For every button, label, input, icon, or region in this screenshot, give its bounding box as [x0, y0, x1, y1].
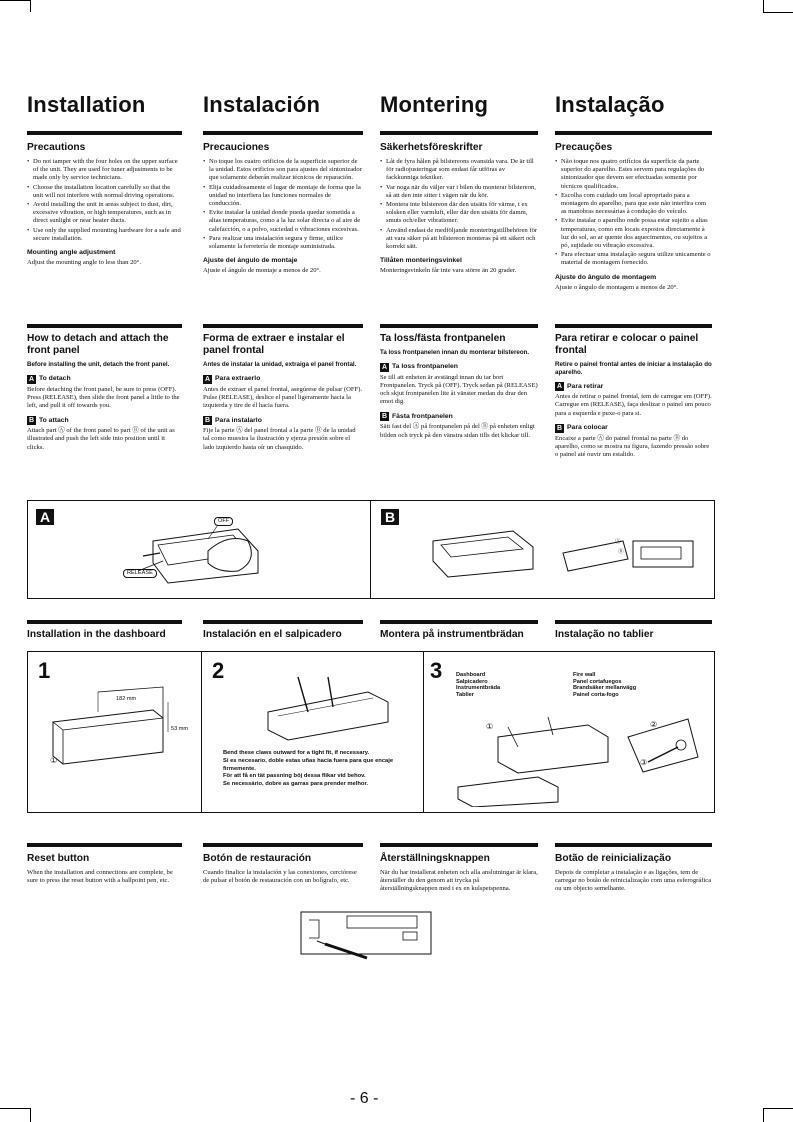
- section-rule: [380, 324, 538, 328]
- list-item: • Avoid installing the unit in areas subject to dust, dirt, excessive vibration, or high temperatures, such as in direct sunlight or near heater ducts.: [33, 201, 182, 226]
- crop-mark: [0, 1108, 30, 1109]
- release-button-label: RELEASE: [123, 569, 157, 578]
- label-line: Dashboard: [456, 672, 486, 678]
- step-divider: [423, 652, 424, 812]
- detach-illustration: [108, 511, 288, 593]
- section-title: Precauções: [555, 142, 613, 153]
- label-line: Tablier: [456, 691, 474, 698]
- step-badge-b: B: [28, 417, 35, 425]
- dashboard-labels: [456, 672, 500, 698]
- list-item: • Använd endast de medföljande monteringstillbehören för att vara säker på att bilstereon monteras på ett säkert och korrekt sätt.: [386, 227, 538, 252]
- dimension-width: 182 mm: [116, 696, 137, 702]
- crop-mark: [763, 1108, 793, 1109]
- crop-mark: [30, 1108, 31, 1122]
- step-badge-b: B: [556, 424, 563, 432]
- paragraph: Fije la parte Ⓐ del panel frontal a la parte Ⓑ de la unidad tal como muestra la ilustración y ejerza presión sobre el lado izquierdo hasta oír un chasquido.: [203, 427, 356, 451]
- figure-badge-a: A: [36, 509, 54, 525]
- section-title: Reset button: [27, 853, 90, 864]
- paragraph: Encaixe a parte Ⓐ do painel frontal na parte Ⓑ do aparelho, como se mostra na figura, fazendo pressão sobre o painel até ouvir um estalido.: [555, 434, 710, 459]
- section-title: Botão de reinicialização: [555, 853, 672, 864]
- step-title: To detach: [39, 374, 71, 382]
- paragraph: When the installation and connections are complete, be sure to press the reset button with a ballpoint pen, etc.: [27, 869, 173, 885]
- reset-swedish: [380, 853, 538, 894]
- subheading: Mounting angle adjustment: [27, 249, 116, 257]
- crop-mark: [763, 12, 793, 13]
- section-title: Botón de restauración: [203, 853, 312, 864]
- step-a-heading: [555, 382, 712, 391]
- attach-illustration: [423, 511, 703, 589]
- installation-steps-figure: [27, 651, 715, 813]
- part-1-marker: ①: [486, 722, 494, 731]
- part-3-marker: ③: [640, 758, 648, 767]
- step-number-1: 1: [38, 658, 51, 683]
- label-line: Brandsäker mellanvägg: [573, 685, 637, 692]
- section-title: Precautions: [27, 142, 86, 153]
- step-b-heading: [27, 416, 182, 425]
- section-rule: [203, 843, 363, 847]
- front-panel-swedish: [380, 333, 538, 440]
- list-item: • Elija cuidadosamente el lugar de montaje de forma que la unidad no interfiera las funciones normales de conducción.: [209, 184, 363, 209]
- dimension-height: 53 mm: [171, 726, 189, 732]
- step-badge-a: A: [28, 375, 35, 383]
- caption-line: För att få en tät passning böj dessa flikar vid behov.: [223, 773, 366, 780]
- paragraph: Antes de extraer el panel frontal, asegúrese de pulsar (OFF). Pulse (RELEASE), deslice el panel ligeramente hacia la izquierda y tire de él hacia fuera.: [203, 385, 363, 409]
- section-rule: [27, 620, 182, 624]
- paragraph: Ajuste o ângulo de montagem a menos de 20°.: [555, 283, 678, 291]
- caption-line: Se necessário, dobre as garras para prender melhor.: [223, 781, 368, 788]
- section-title: Ta loss/fästa frontpanelen: [380, 333, 506, 344]
- list-item: • Var noga när du väljer var i bilen du monterar bilstereon, så att den inte sitter i vägen när du kör.: [386, 184, 538, 200]
- list-item: • Para realizar una instalación segura y firme, utilice solamente la ferretería de montaje suministrada.: [209, 235, 363, 251]
- step-title: Para instalarlo: [215, 416, 262, 424]
- section-rule: [27, 324, 182, 328]
- front-panel-spanish: [203, 333, 363, 452]
- list-item: • Montera inte bilstereon där den utsätts för värme, t ex solsken eller varmluft, eller där den utsätts för damm, smuts och/eller vibrationer.: [386, 201, 538, 226]
- section-rule: [380, 843, 538, 847]
- section-title: Para retirar e colocar o painel frontal: [555, 333, 699, 356]
- section-rule: [380, 620, 538, 624]
- paragraph: Monteringsvinkeln får inte vara större än 20 grader.: [380, 267, 517, 275]
- step-title: Fästa frontpanelen: [392, 412, 453, 420]
- section-rule: [555, 843, 712, 847]
- paragraph: Ajuste el ángulo de montaje a menos de 20°.: [203, 267, 321, 275]
- list-item: • Do not tamper with the four holes on the upper surface of the unit. They are used for tuner adjustments to be made only by service technicians.: [33, 158, 182, 183]
- step-divider: [201, 652, 202, 812]
- label-line: Salpicadero: [456, 678, 488, 685]
- section-title: Säkerhetsföreskrifter: [380, 142, 483, 153]
- reset-button-illustration: [297, 908, 437, 960]
- list-item: • Não toque nos quatro orifícios da superfície da parte superior do aparelho. Estes servem para regulações do sintonizador que devem ser efectuadas somente por técnicos qualificados.: [561, 158, 712, 191]
- crop-mark: [30, 0, 31, 12]
- list-item: • Låt de fyra hålen på bilstereons ovansida vara. De är till för radiojusteringar som endast får utföras av fackkunniga tekniker.: [386, 158, 538, 183]
- caption-line: Si es necesario, doble estas uñas hacia fuera para que encaje firmemente.: [223, 757, 394, 772]
- paragraph: Cuando finalice la instalación y las conexiones, cerciórese de pulsar el botón de restauración con un bolígrafo, etc.: [203, 869, 357, 885]
- step-title: Ta loss frontpanelen: [392, 362, 458, 370]
- list-item: • No toque los cuatro orificios de la superficie superior de la unidad. Estos orificios son para ajustes del sintonizador que solamente deberán realizar técnicos de reparación.: [209, 158, 363, 183]
- section-rule: [555, 324, 712, 328]
- crop-mark: [0, 0, 30, 1]
- precautions-portuguese: [555, 142, 712, 292]
- step-badge-b: B: [381, 413, 388, 421]
- paragraph: Se till att enheten är avstängd innan du tar bort Frontpanelen. Tryck på (OFF). Tryck sedan på (RELEASE) och skjut frontpanelen lite åt vänster medan du drar den emot dig.: [380, 373, 538, 406]
- precautions-list: [203, 158, 363, 251]
- step-b-heading: [555, 424, 712, 433]
- heading-swedish: Montering: [380, 92, 489, 117]
- paragraph: När du har installerat enheten och alla anslutningar är klara, återställer du den genom att trycka på återställningsknappen med t ex en kulspetspenna.: [380, 869, 538, 893]
- section-rule: [555, 620, 712, 624]
- precautions-list: [555, 158, 712, 268]
- paragraph: Before detaching the front panel, be sure to press (OFF). Press (RELEASE), then slide the front panel a little to the left, and pull it off towards you.: [27, 385, 180, 409]
- page-number: - 6 -: [350, 1090, 379, 1107]
- step-a-heading: [27, 375, 182, 384]
- part-a-marker: Ⓐ: [615, 539, 621, 545]
- section-rule: [203, 131, 363, 135]
- label-line: Panel cortafuegos: [573, 678, 622, 685]
- subheading: Tillåten monteringsvinkel: [380, 257, 462, 265]
- step-badge-a: A: [556, 383, 563, 391]
- dashboard-title-spanish: Instalación en el salpicadero: [203, 629, 342, 640]
- figure-divider: [370, 501, 371, 598]
- step-badge-a: A: [381, 363, 388, 371]
- intro-text: Retire o painel frontal antes de iniciar a instalação do aparelho.: [555, 361, 712, 376]
- section-title: Forma de extraer e instalar el panel frontal: [203, 333, 345, 356]
- figure-badge-b: B: [381, 509, 399, 525]
- step-badge-b: B: [204, 417, 211, 425]
- paragraph: Sätt fast del Ⓐ på frontpanelen på del Ⓑ på enheten enligt bilden och tryck på den vänstra sidan tills det klickar till.: [380, 423, 535, 439]
- claws-caption: [223, 750, 413, 789]
- precautions-list: [27, 158, 182, 243]
- part-1-marker: ①: [50, 756, 58, 765]
- heading-english: Installation: [27, 92, 146, 117]
- list-item: • Evite instalar la unidad donde pueda quedar sometida a altas temperaturas, como a la luz solar directa o al aire de calefacción, o a polvo, suciedad o vibraciones excesivas.: [209, 209, 363, 234]
- intro-text: Ta loss frontpanelen innan du monterar bilstereon.: [380, 349, 530, 356]
- paragraph: Antes de retirar o painel frontal, tem de carregar em (OFF). Carregue em (RELEASE), faça deslizar o painel um pouco para a esquerda e puxe-o para si.: [555, 393, 712, 417]
- step-a-heading: [380, 363, 538, 372]
- section-rule: [380, 131, 538, 135]
- step-title: Para retirar: [567, 382, 604, 390]
- step-b-heading: [203, 416, 363, 425]
- intro-text: Antes de instalar la unidad, extraiga el panel frontal.: [203, 361, 357, 368]
- paragraph: Depois de completar a instalação e as ligações, tem de carregar no botão de reinicialização com uma esferográfica ou um objecto semelhante.: [555, 869, 712, 893]
- paragraph: Attach part Ⓐ of the front panel to part Ⓑ of the unit as illustrated and push the left side into position until it clicks.: [27, 427, 175, 451]
- heading-portuguese: Instalação: [555, 92, 665, 117]
- crop-mark: [763, 0, 764, 12]
- section-rule: [555, 131, 712, 135]
- off-button-label: OFF: [214, 517, 233, 526]
- list-item: • Escolha com cuidado um local apropriado para a montagem do aparelho, para que este não interfira com as manobras necessárias à condução do veículo.: [561, 192, 712, 217]
- list-item: • Choose the installation location carefully so that the unit will not interfere with normal driving operations.: [33, 184, 182, 200]
- list-item: • Use only the supplied mounting hardware for a safe and secure installation.: [33, 227, 182, 243]
- subheading: Ajuste do ângulo de montagem: [555, 273, 657, 281]
- reset-spanish: [203, 853, 363, 885]
- crop-mark: [763, 1108, 764, 1122]
- figure-detach-attach: [27, 500, 715, 599]
- dashboard-title-english: Installation in the dashboard: [27, 629, 166, 640]
- section-title: How to detach and attach the front panel: [27, 333, 169, 356]
- subheading: Ajuste del ángulo de montaje: [203, 257, 298, 265]
- section-rule: [203, 620, 363, 624]
- dashboard-title-swedish: Montera på instrumentbrädan: [380, 629, 524, 640]
- section-rule: [27, 843, 182, 847]
- step-title: Para extraerlo: [215, 374, 261, 382]
- label-line: Painel corta-fogo: [573, 691, 619, 698]
- part-b-marker: Ⓑ: [618, 549, 624, 555]
- front-panel-portuguese: [555, 333, 712, 459]
- step-title: To attach: [39, 416, 69, 424]
- list-item: • Para efectuar uma instalação segura utilize unicamente o material de montagem fornecido.: [561, 251, 712, 267]
- label-line: Fire wall: [573, 672, 596, 678]
- section-title: Återställningsknappen: [380, 853, 490, 864]
- dashboard-title-portuguese: Instalação no tablier: [555, 629, 654, 640]
- paragraph: Adjust the mounting angle to less than 20°.: [27, 259, 141, 267]
- front-panel-english: [27, 333, 182, 452]
- step-a-heading: [203, 375, 363, 384]
- reset-portuguese: [555, 853, 712, 894]
- fire-wall-labels: [573, 672, 636, 698]
- reset-english: [27, 853, 182, 885]
- intro-text: Before installing the unit, detach the front panel.: [27, 361, 170, 368]
- step-number-3: 3: [430, 658, 443, 683]
- section-title: Precauciones: [203, 142, 270, 153]
- step-b-heading: [380, 412, 538, 421]
- precautions-swedish: [380, 142, 538, 275]
- precautions-english: [27, 142, 182, 267]
- heading-spanish: Instalación: [203, 92, 321, 117]
- precautions-list: [380, 158, 538, 251]
- list-item: • Evite instalar o aparelho onde possa estar sujeito a altas temperaturas, como em locais expostos directamente à luz do sol, ao ar quente dos aquecimentos, ou sujeitos a pó, sujidade ou vibração excessiva.: [561, 217, 712, 250]
- step-number-2: 2: [212, 658, 225, 683]
- label-line: Instrumentbräda: [456, 685, 501, 692]
- section-rule: [203, 324, 363, 328]
- part-2-marker: ②: [650, 720, 658, 729]
- step-badge-a: A: [204, 375, 211, 383]
- precautions-spanish: [203, 142, 363, 275]
- step-title: Para colocar: [567, 424, 608, 432]
- caption-line: Bend these claws outward for a tight fit, if necessary.: [223, 750, 370, 756]
- claws-illustration: [258, 672, 398, 742]
- section-rule: [27, 131, 182, 135]
